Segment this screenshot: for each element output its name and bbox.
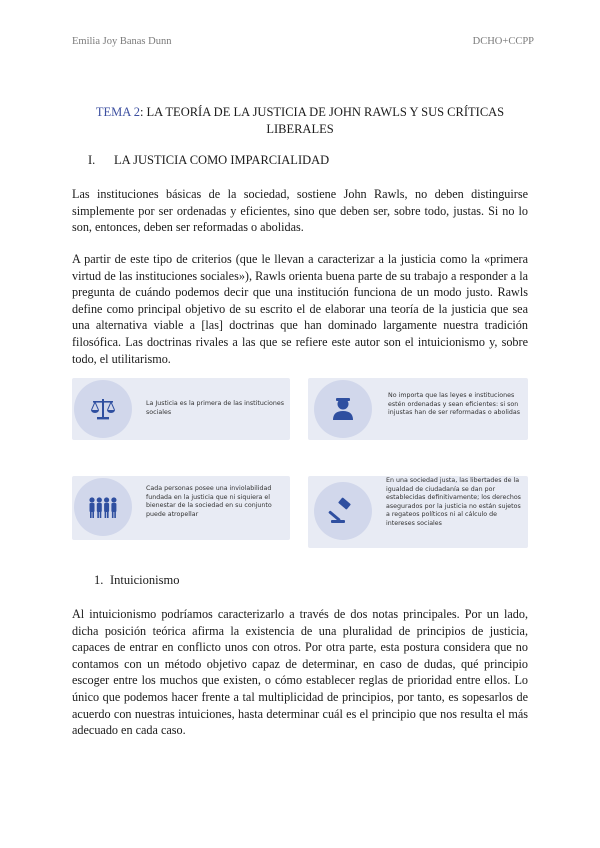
title-text: : LA TEORÍA DE LA JUSTICIA DE JOHN RAWLS Y SUS CRÍTICAS LIBERALES <box>139 105 505 136</box>
infographic <box>72 378 528 548</box>
people-icon <box>87 492 119 522</box>
gavel-icon <box>328 496 358 526</box>
header-course: DCHO+CCPP <box>472 36 534 47</box>
header-author: Emilia Joy Banas Dunn <box>72 36 172 47</box>
paragraph: Al intuicionismo podríamos caracterizarlo a través de dos notas principales. Por un lado, dicha posición teórica afirma la existencia de una pluralidad de principios de justicia, capaces de entrar en conflicto unos con otros. Por otra parte, esta postura considera que no contamos con un método objetivo capaz de determinar, en caso de dudas, qué principio escoger entre los muchos que existen, o cómo establecer reglas de prioridad entre ellos. Lo único que podemos hacer frente a tal multiplicidad de principios, por tanto, es sopesarlos de acuerdo con nuestras intuiciones, hasta determinar cuál es el principio que nos resulta el más adecuado en cada caso. <box>72 607 528 738</box>
page-title <box>72 104 528 138</box>
title-prefix: TEMA 2 <box>95 105 140 119</box>
scales-icon <box>88 394 118 424</box>
info-icon-circle <box>314 380 372 438</box>
info-text: En una sociedad justa, las libertades de la igualdad de ciudadanía se dan por establecidas definitivamente; los derechos asegurados por la justicia no están sujetos a regateos políticos ni al cálculo de intereses sociales <box>386 477 521 527</box>
person-icon <box>328 394 358 424</box>
info-icon-circle <box>314 482 372 540</box>
paragraph: A partir de este tipo de criterios (que le llevan a caracterizar a la justicia como la «primera virtud de las instituciones sociales»), Rawls orienta buena parte de su trabajo a responder a la pregunta de cuándo podemos decir que una institución funciona de un modo justo. Rawls define como principal objetivo de su escrito el de elaborar una teoría de la justicia que sea una alternativa viable a [las] doctrinas que han dominado largamente nuestra tradición filosófica. Las doctrinas rivales a las que se refiere este autor son el intuicionismo y, sobre todo, el utilitarismo. <box>72 252 528 366</box>
info-icon-circle <box>74 478 132 536</box>
section-heading <box>88 153 329 168</box>
info-icon-circle <box>74 380 132 438</box>
info-text: La Justicia es la primera de las instituciones sociales <box>146 400 285 416</box>
paragraph: Las instituciones básicas de la sociedad, sostiene John Rawls, no deben distinguirse simplemente por ser ordenadas y eficientes, sino que deben ser, sobre todo, justas. Si no lo son, entonces, deben ser reformadas o abolidas. <box>72 187 528 235</box>
section-number: I. <box>88 153 96 167</box>
subsection-title: Intuicionismo <box>110 573 180 587</box>
subsection-heading <box>94 573 179 588</box>
info-text: Cada personas posee una inviolabilidad fundada en la justicia que ni siquiera el bienestar de la sociedad en su conjunto puede atropellar <box>146 485 272 518</box>
section-title: LA JUSTICIA COMO IMPARCIALIDAD <box>114 153 330 167</box>
subsection-number: 1. <box>94 573 104 587</box>
info-text: No importa que las leyes e instituciones estén ordenadas y sean eficientes: si son injustas han de ser reformadas o abolidas <box>388 392 521 417</box>
